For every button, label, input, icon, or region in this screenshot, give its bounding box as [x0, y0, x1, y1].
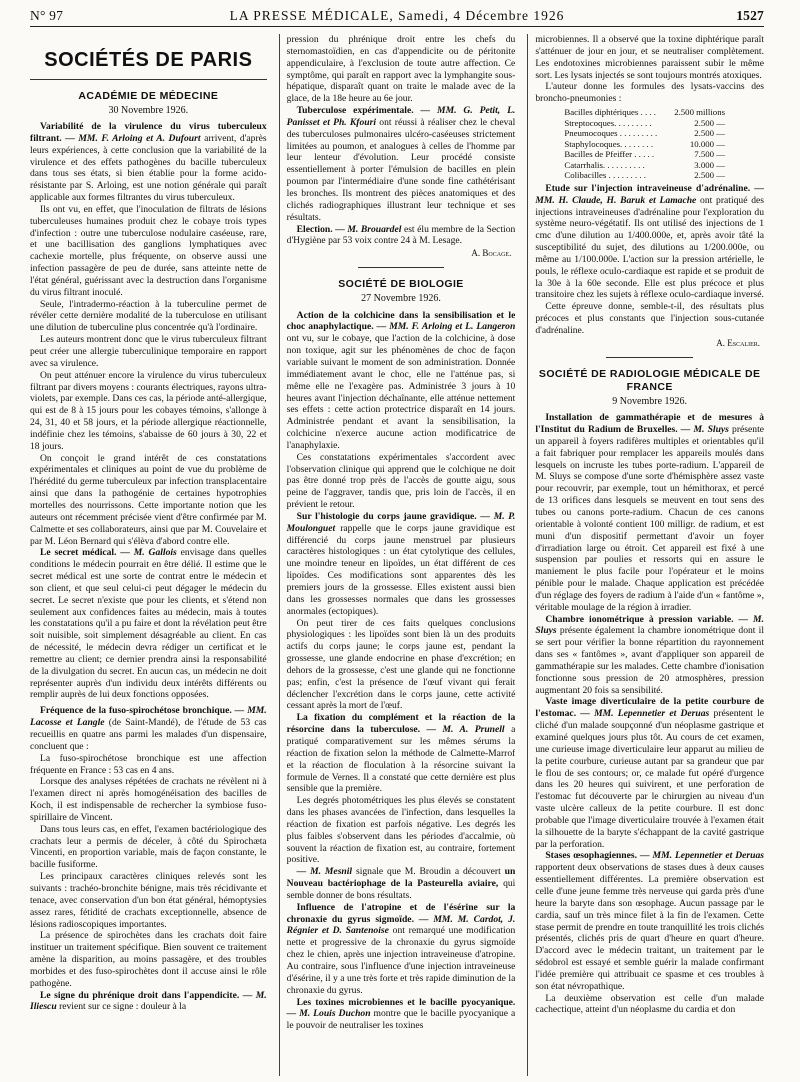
lysat-value: 2.500 —: [694, 117, 726, 128]
section-title-academie: ACADÉMIE DE MÉDECINE: [78, 89, 219, 102]
column-1: [30, 34, 267, 1076]
article-authors: — M. Mesnil: [296, 866, 353, 878]
issue-number: N° 97: [30, 8, 64, 23]
article: [535, 696, 764, 850]
article-authors: — M. A. Prunell: [426, 724, 505, 736]
section-title-biologie: SOCIÉTÉ DE BIOLOGIE: [338, 278, 464, 291]
lysat-row: [561, 160, 728, 171]
article-title: Election.: [296, 223, 333, 235]
article-authors: — M. Sluys: [680, 424, 729, 436]
section-divider: [358, 267, 445, 268]
article-authors: — M. Brouardel: [335, 223, 402, 235]
article-title: Etude sur l'injection intraveineuse d'adrénaline.: [545, 182, 751, 194]
paragraph: On peut atténuer encore la virulence du virus tuberculeux filtrant par divers moyens : courants électriques, rayons ultra-violets, par exemple. Dans ces cas, la période anté-allergique, qui est de 8 à 15 jours pour les cobayes témoins, s'allonge à 24, 31, 40 et 58 jours, et la période allergique réactionnelle, indéfinie chez les témoins, s'abaisse de 60 jours à 30, 22 et 18 jours.: [30, 369, 267, 452]
column-3: [527, 34, 764, 1076]
lysat-name: Bacilles de Pfeiffer . . . . .: [564, 149, 655, 160]
paragraph: La présence de spirochètes dans les crachats doit faire instituer un traitement spécifique. Bien souvent ce traitement amène la disparition, au moins passagère, et des troubles morbides et des fuso-spirochètes dont il accuse ainsi le rôle pathogène.: [30, 930, 267, 989]
lysat-value: 7.500 —: [694, 149, 726, 160]
article-body: qui semble donner de bons résultats.: [286, 878, 516, 901]
article-body: présente un appareil à foyers radifères multiples et orientables qu'il a fait fabriquer pour remplacer les appareils moulés dans lesquels on incruste les tubes porte-radium. L'appareil de M. Sluys se compose d'une sorte d'hémisphère assez vaste pour recouvrir, par exemple, tout un hémithorax, et percé de 13 orifices dans lesquels se meuvent en tout sens des tubes ou canons porte-radium. Chacun de ces canons orientable à volonté contient 100 milligr. de radium, et est muni d'un dispositif permettant d'avoir un foyer d'irradiation large ou étroit. Cet appareil est fixé à une suspension par poulies et ressorts qui en assure le maniement le plus facile pour l'opérateur et le moins pénible pour le malade. Chaque application est précédée d'un réglage des foyers de radium à l'aide d'un « fantôme », véritable moulage de la région à irradier.: [535, 424, 764, 613]
column-2: [279, 34, 516, 1076]
article-body: est élu membre de la Section d'Hygiène par 53 voix contre 24 à M. Lesage.: [286, 223, 516, 247]
section-divider: [606, 357, 693, 358]
article-authors: — MM. Lepennetier et Deruas: [580, 708, 710, 720]
paragraph: Seule, l'intradermo-réaction à la tuberculine permet de révéler cette dernière modalité de la tuberculose en utilisant une dilution de tuberculine plus concentrée qu'à l'ordinaire.: [30, 298, 267, 334]
paragraph: Les degrés photométriques les plus élevés se constatent dans les phases avancées de l'infection, dans lesquelles la réaction de fixation est parfois négative. Les degrés les plus faibles s'observent dans les périodes d'accalmie, où souvent la réaction de fixation est, au contraire, fortement positive.: [286, 795, 516, 866]
article-authors: — MM. F. Arloing et L. Langeron: [376, 321, 516, 333]
lysat-name: Bacilles diphtériques . . . .: [564, 107, 656, 118]
article-body: rapportent deux observations de stases dues à deux causes essentiellement différentes. La première observation est celle d'une jeune femme très nerveuse qui garda près d'une heure la baryte dans son œsophage. Aucun passage par le cardia, sauf un très mince filet à la fin de l'examen. Cette stase permit de prendre en toute tranquillité les trois clichés présentés, clichés pris de quart d'heure en quart d'heure. D'accord avec le médecin traitant, un traitement par le sédobrol est essayé et semble guérir la malade confirmant l'idée première qui attribuait ce spasme et ces troubles à son état névropathique.: [535, 862, 764, 992]
lysat-value: 2.500 —: [694, 170, 726, 181]
article: [535, 412, 764, 613]
masthead: SOCIÉTÉS DE PARIS: [30, 48, 267, 80]
lysat-row: [561, 139, 728, 150]
paragraph: On peut tirer de ces faits quelques conclusions physiologiques : les lipoïdes sont bien là un des produits actifs du corps jaune; le corps jaune est, pendant la grossesse, une glande endocrine en phase d'excrétion; en dehors de la grossesse, c'est une glande qui ne fonctionne pas; enfin, c'est la présence de l'œuf vivant qui ferait déclencher l'excrétion dans le corps jaune, cette activité cessant après la mort de l'œuf.: [286, 617, 516, 712]
article-title: Le secret médical.: [40, 547, 117, 559]
article-title: Le signe du phrénique droit dans l'appendicite.: [40, 989, 240, 1001]
article-title: Fréquence de la fuso-spirochétose bronchique.: [40, 705, 232, 717]
paragraph: La fuso-spirochétose bronchique est une affection fréquente en France : 53 cas en 4 ans.: [30, 752, 267, 776]
article-title: Installation de gammathérapie et de mesures à l'Institut du Radium de Bruxelles.: [535, 412, 764, 436]
article: [287, 511, 516, 618]
lysat-row: [561, 149, 728, 160]
article-body: ont pratiqué des injections intraveineuses d'adrénaline pour l'exploration du système neuro-végétatif. Ils ont utilisé des injections de 1 cmc d'une dilution au 1/400.000e, et, après avoir tâté la susceptibilité du sujet, des dilutions au 1/200.000e, ou même au 1/100.000e. L'action sur la pression artérielle, le pouls, le réflexe oculo-cardiaque est rapide et se produit de la 30e à la 60e seconde. Elle est plus précoce et plus transitoire chez les sujets à réflexe oculo-cardiaque inversé.: [535, 194, 764, 301]
article-authors: — MM. Lepennetier et Deruas: [640, 850, 764, 862]
article-authors: — MM. H. Claude, H. Baruk et Lamache: [535, 182, 764, 206]
paragraph: Dans tous leurs cas, en effet, l'examen bactériologique des crachats leur a permis de déceler, à côté du Spirochæta Vincenti, en proportion variable, mais de façon constante, le bacille fusiforme.: [30, 823, 267, 871]
journal-title: LA PRESSE MÉDICALE, Samedi, 4 Décembre 1926: [229, 8, 565, 23]
lysat-name: Pneumocoques . . . . . . . . .: [564, 128, 658, 139]
article-title: un Nouveau bactériophage de la Pasteurella aviaire,: [286, 866, 516, 890]
lysat-value: 2.500 —: [694, 128, 726, 139]
article-title: Tuberculose expérimentale.: [296, 105, 414, 117]
article-title: Variabilité de la virulence du virus tuberculeux filtrant.: [30, 120, 267, 144]
article-title: Action de la colchicine dans la sensibilisation et le choc anaphylactique.: [286, 309, 516, 333]
article-authors: — MM. G. Petit, L. Panisset et Ph. Kfouri: [286, 105, 516, 128]
article-authors: — MM. M. Cardot, J. Régnier et D. Santenoise: [286, 913, 516, 937]
article: [30, 121, 267, 204]
article-authors: — MM. Lacosse et Langle: [30, 705, 267, 729]
text-columns: [30, 34, 764, 1076]
section-date: 9 Novembre 1926.: [612, 395, 688, 407]
paragraph: Les principaux caractères cliniques relevés sont les suivants : trachéo-bronchite bénigne, mais très récidivante et tenace, avec conservation d'un bon état général, hémoptysies assez rares, fétidité de crachats exceptionnelle, absence de lésions radioscopiques importantes.: [30, 871, 267, 930]
paragraph: L'auteur donne les formules des lysats-vaccins des broncho-pneumonies :: [535, 81, 764, 105]
article: [287, 712, 516, 795]
article-title: Sur l'histologie du corps jaune gravidique.: [296, 510, 477, 522]
article-title: Les toxines microbiennes et le bacille pyocyanique.: [296, 996, 516, 1008]
paragraph: Ils ont vu, en effet, que l'inoculation de filtrats de lésions tuberculeuses humaines produit chez le cobaye trois types d'infection : outre une tuberculose nodulaire caséeuse, rare, et une bacillisation des ganglions lymphatiques avec cachexie mortelle, plus fréquente, on observe aussi une infection passagère de peu de durée, sans atteinte nette de l'état général, guérissant avec la destruction dans l'organisme du virus filtrant inoculé.: [30, 203, 267, 298]
signature: A. Bocage.: [471, 248, 512, 259]
paragraph: Ces constatations expérimentales s'accordent avec l'observation clinique qui apprend que le colchique ne doit pas être donné trop près de l'accès de goutte aigu, sous peine de l'aggraver, tandis que, pris loin de l'accès, il en prévient le retour.: [286, 451, 516, 511]
article-title: Chambre ionométrique à pression variable.: [545, 613, 734, 625]
article: [287, 866, 516, 902]
article-body: revient sur ce signe : douleur à la: [59, 1001, 187, 1013]
paragraph: La deuxième observation est celle d'un malade cachectique, atteint d'un néoplasme du cardia et don: [535, 992, 764, 1016]
paragraph: Les auteurs montrent donc que le virus tuberculeux filtrant peut créer une allergie tuberculinique temporaire en rapport avec sa virulence.: [30, 334, 267, 369]
article-body: arrivent, d'après leurs expériences, à cette conclusion que la variabilité de la virulence et des effets pathogènes du bacille tuberculeux dans tous ses états, si bien établie pour la forme acido-résistante par S. Arloing, est une notion générale qui paraît applicable aux formes filtrantes du virus tuberculeux.: [30, 132, 267, 204]
article-body: envisage dans quelles conditions le médecin pourrait en être délié. Il estime que le secret médical est une sorte de contrat entre le médecin et son client, et que seul celui-ci peut dégager le médecin du secret. Le secret n'existe que pour les clients, et s'étend non seulement aux confidences faites au médecin, mais à toutes les constatations qu'il a pu faire et dont la révélation peut être soit nuisible, soit simplement désagréable au client. En cas de nécessité, le médecin devra rédiger un certificat et le remettre au client; ce dernier prendra ainsi la responsabilité de la divulgation du secret. En aucun cas, un médecin ne doit représenter auprès d'un individu deux intérêts différents ou remplir auprès de lui deux fonctions opposées.: [30, 547, 267, 701]
section-date: 30 Novembre 1926.: [108, 104, 189, 116]
paragraph: pression du phrénique droit entre les chefs du sternomastoïdien, en cas d'appendicite ou de péritonite appendiculaire, à l'exclusion de toute autre affection. Ce symptôme, qui paraît en rapport avec la lymphangite sous-hépatique, disparaît quant on traite le malade avec de la glace, de la 18e heure au 6e jour.: [286, 34, 516, 105]
lysat-row: [561, 118, 728, 129]
lysat-name: Staphylocoques. . . . . . . .: [564, 138, 654, 149]
article: [535, 183, 764, 301]
article-authors: — MM. F. Arloing et A. Dufourt: [65, 132, 201, 144]
article: [30, 705, 267, 752]
article: [287, 902, 516, 997]
paragraph: On conçoit le grand intérêt de ces constatations expérimentales et cliniques au point de vue du problème de l'hérédité du germe tuberculeux par infection transplacentaire ainsi que dans la pathogénie de certaines hypotrophies mortelles des nourrissons. Cette importante notion que les auteurs ont récemment précisée vient d'être confirmée par M. Calmette et ses collaborateurs, ainsi que par M. Couvelaire et par M. Léon Bernard qui s'élèva d'abord contre elle.: [30, 452, 267, 547]
paragraph: microbiennes. Il a observé que la toxine diphtérique paraît s'atténuer de jour en jour, et se neutraliser complètement. Les endotoxines microbiennes paraissent subir le même sort. Les lysats injectés se sont toujours montrés atoxiques.: [535, 34, 764, 81]
article-authors: — M. Gallois: [120, 547, 177, 559]
article: [30, 990, 267, 1014]
section-title-radiologie: SOCIÉTÉ DE RADIOLOGIE MÉDICALE DE FRANCE: [538, 367, 761, 393]
article-authors: — M. Sluys: [535, 613, 764, 637]
lysats-table: [561, 107, 728, 181]
article: [287, 310, 516, 452]
article-title: Stases œsophagiennes.: [545, 850, 638, 862]
page-number: 1527: [736, 8, 764, 23]
article-body: ont remarqué une modification nette et progressive de la chronaxie du gyrus sigmoïde chez le chien, après une injection intraveineuse d'atropine. Au contraire, sous l'influence d'une injection intraveineuse d'ésérine, il y a une très forte et très rapide diminution de la chronaxie du gyrus.: [286, 925, 516, 996]
article: [535, 850, 764, 992]
article-authors: — M. P. Moulonguet: [286, 510, 516, 534]
article-body: (de Saint-Mandé), de l'étude de 53 cas recueillis en quatre ans parmi les malades d'un dispensaire, concluent que :: [30, 717, 267, 752]
lysat-row: [561, 170, 728, 181]
lysat-name: Colibacilles . . . . . . . . .: [564, 170, 646, 181]
lysat-value: 10.000 —: [689, 138, 726, 149]
paragraph: Lorsque des analyses répétées de crachats ne révèlent ni à l'examen direct ni après homogénéisation des bacilles de Koch, il est indispensable de rechercher la symbiose fuso-spirillaire de Vincent.: [30, 776, 267, 823]
article: [287, 997, 516, 1033]
article-authors: — M. Iliescu: [30, 989, 267, 1013]
article-body: a pratiqué comparativement sur les mêmes sérums la réaction de fixation selon la méthode de Calmette-Marrof et la réaction de floculation à la résorcine suivant la formule de Vernes. Il a constaté que cette dernière est plus sensible que la première.: [286, 724, 516, 795]
lysat-value: 2.500 millions: [674, 107, 726, 118]
article-body: signale que M. Broudin a découvert: [355, 866, 501, 878]
lysat-value: 3.000 —: [694, 159, 726, 170]
lysat-name: Streptocoques. . . . . . . . .: [564, 117, 652, 128]
signature: A. Escalier.: [716, 337, 760, 348]
article-title: Influence de l'atropine et de l'ésérine sur la chronaxie du gyrus sigmoïde.: [286, 901, 516, 925]
lysat-name: Catarrhalis. . . . . . . . . .: [564, 159, 645, 170]
article: [287, 105, 516, 223]
article-authors: — M. Louis Duchon: [286, 1008, 371, 1020]
article-title: Vaste image diverticulaire de la petite courbure de l'estomac.: [535, 696, 764, 720]
section-date: 27 Novembre 1926.: [361, 293, 441, 305]
article: [535, 614, 764, 697]
lysat-row: [561, 107, 728, 118]
paragraph: Cette épreuve donne, semble-t-il, des résultats plus précoces et plus constants que l'injection sous-cutanée d'adrénaline.: [535, 301, 764, 337]
article-body: rappelle que le corps jaune gravidique est différencié du corps jaune menstruel par plusieurs caractères histologiques : un état cytolytique des cellules, une moindre teneur en lipoïdes, un état différent de ces lipoïdes. Ces modifications sont apparentes dès les premiers jours de la grossesse. Elles existent aussi bien dans les grossesses normales que dans les grossesses anormales (ectopiques).: [286, 522, 516, 617]
article-body: présentent le cliché d'un malade soupçonné d'un néoplasme gastrique et examiné quelques jours plus tôt. Au cours de cet examen, une curieuse image diverticulaire leur apparut au milieu de la petite courbure, curieuse autant par sa grandeur que par le flou de ses contours; or, ce malade fut opéré d'urgence dans les 20 heures qui suivirent, et une perforation de l'estomac fut découverte par le chirurgien au niveau d'un vaste ulcère calleux de la petite courbure. Il est donc probable que l'image diverticulaire trouvée à l'examen était la silhouette de la baryte s'échappant de la cavité gastrique par la perforation.: [535, 708, 764, 850]
article-body: présente également la chambre ionométrique dont il se sert pour vérifier la bonne répartition du rayonnement dans ses « fantômes », avant d'appliquer son appareil de gammathérapie sur les malades. Cette chambre d'ionisation fonctionne sous pression de 20 atmosphères, pression augmentant 20 fois sa sensibilité.: [535, 625, 764, 696]
running-header: [30, 6, 764, 27]
article-body: montre que le bacille pyocyanique a le pouvoir de neutraliser les toxines: [286, 1008, 516, 1032]
lysat-row: [561, 128, 728, 139]
article-body: ont vu, sur le cobaye, que l'action de la colchicine, à dose non toxique, agit sur les phénomènes de choc de façon variable suivant le moment de son administration. Donnée immédiatement avant le choc, elle ne l'atténue pas, si même elle ne l'exagère pas. Administrée 3 jours à 10 heures avant l'injection déchaînante, elle atténue nettement ses effets : cette action protectrice disparaît en 14 jours. Administrée pendant et avant la sensibilisation, la colchicine n'exerce aucune action modificatrice de l'anaphylaxie.: [286, 333, 516, 451]
article: [30, 547, 267, 701]
article-title: La fixation du complément et la réaction de la résorcine dans la tuberculose.: [286, 712, 516, 736]
article-body: ont réussi à réaliser chez le cheval des tuberculoses pulmonaires ulcéro-caséeuses strictement limitées au poumon, et analogues à celles de l'homme par leur lenteur d'évolution. Leur procédé consiste essentiellement à porter l'émulsion de bacilles en plein poumon par l'intermédiaire d'une sonde fine cathétérisant les bronches. Ils montrent des pièces anatomiques et des clichés radiographiques illustrant leur technique et ses résultats.: [286, 116, 516, 223]
article: [287, 224, 516, 248]
